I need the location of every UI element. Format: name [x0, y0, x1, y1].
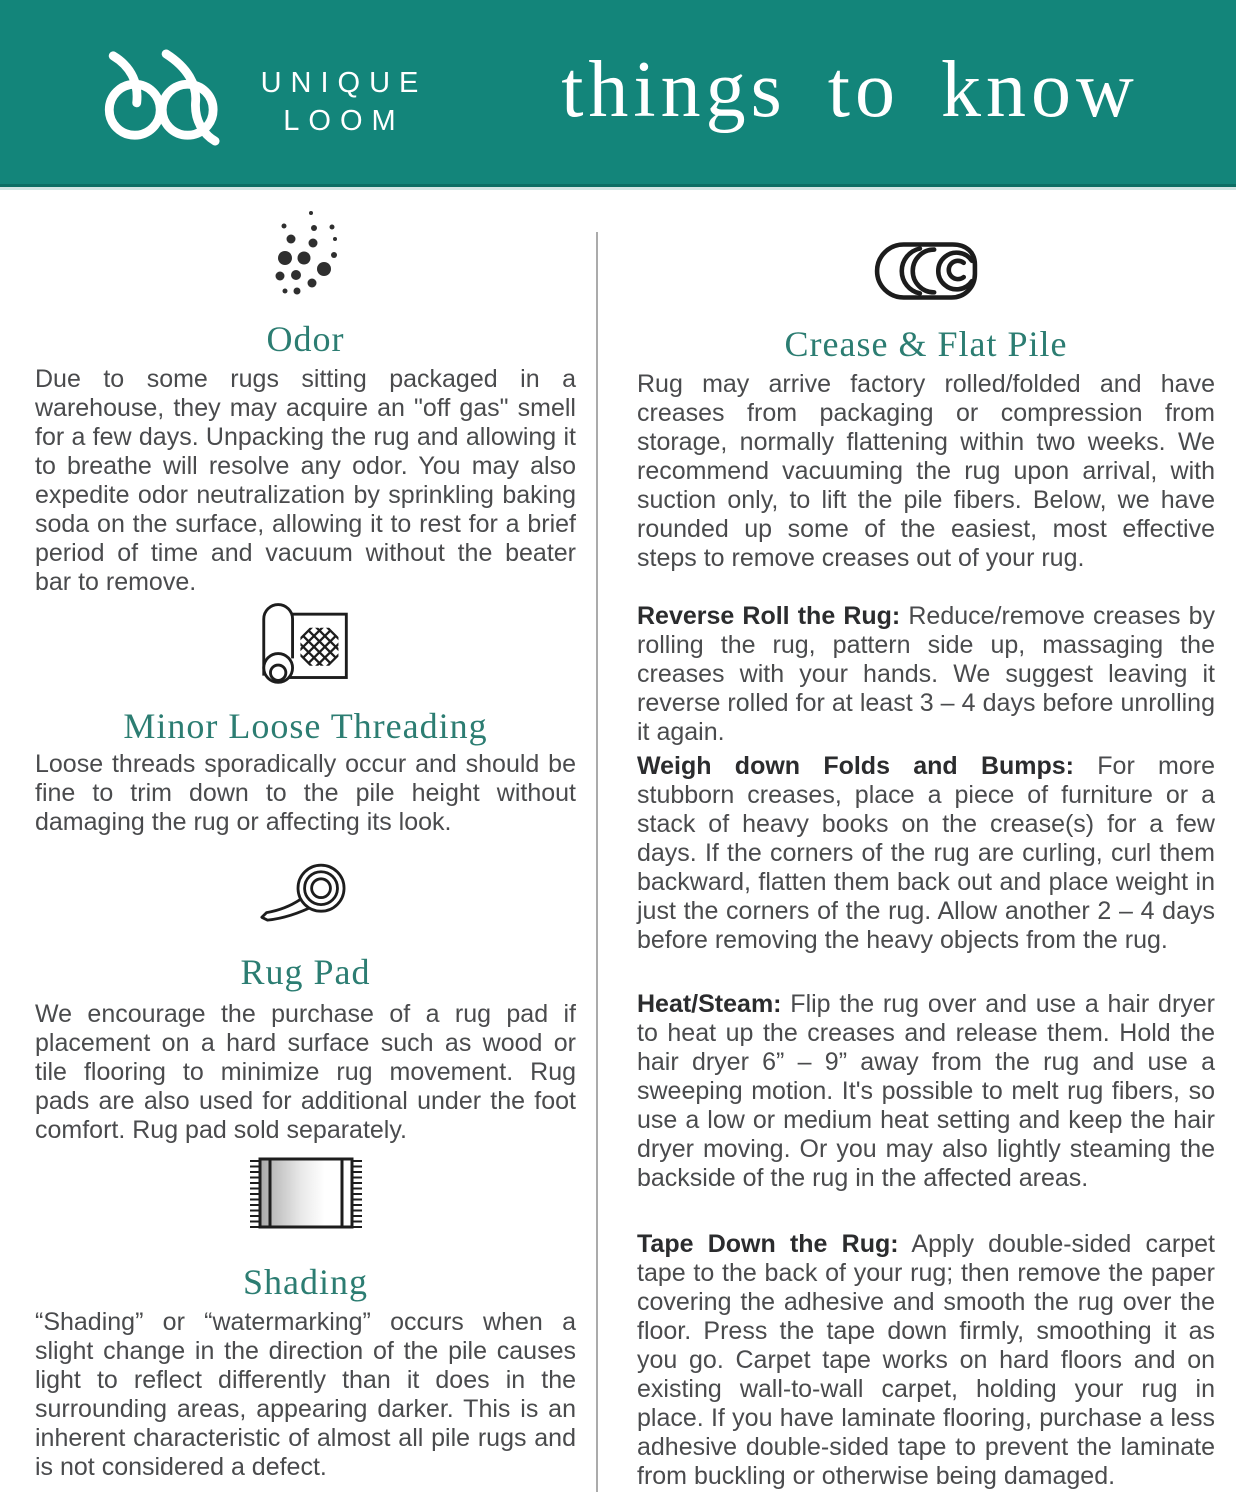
unique-loom-logo-icon [97, 48, 245, 146]
heat-steam-tip [637, 990, 1215, 1193]
crease-flat-pile-heading: Crease & Flat Pile [784, 324, 1068, 364]
tape-down-body: Apply double-sided carpet tape to the back of your rug; then remove the paper covering the adhesive and smooth the rug over the floor. Press the tape down firmly, smoothing it as you go. Carpet tape works on hard floors and on existing wall-to-wall carpet, holding your rug in place. If you have laminate flooring, purchase a less adhesive double-sided tape to prevent the laminate from buckling or otherwise being damaged. [637, 1230, 1215, 1490]
odor-particles-icon [35, 203, 576, 303]
shaded-rug-icon [35, 1154, 576, 1230]
brand-line1: UNIQUE [260, 67, 428, 99]
page-title: things to know [561, 46, 1139, 134]
minor-loose-threading-section [35, 598, 576, 837]
minor-loose-threading-body: Loose threads sporadically occur and should be fine to trim down to the pile height without damaging the rug or affecting its look. [35, 750, 576, 836]
reverse-roll-body: Reduce/remove creases by rolling the rug, pattern side up, massaging the creases with your hands. We suggest leaving it reverse rolled for at least 3 – 4 days before unrolling it again. [637, 602, 1216, 746]
reverse-roll-tip [637, 602, 1215, 747]
shading-body: “Shading” or “watermarking” occurs when a slight change in the direction of the pile causes light to reflect differently than it does in the surrounding areas, appearing darker. This is an inherent characteristic of almost all pile rugs and is not considered a defect. [35, 1308, 576, 1481]
minor-loose-threading-heading: Minor Loose Threading [123, 706, 488, 746]
rolled-rug-icon [637, 238, 1215, 304]
rug-pad-body: We encourage the purchase of a rug pad if placement on a hard surface such as wood or tile flooring to minimize rug movement. Rug pads are also used for additional under the foot comfort. Rug pad sold separately. [35, 1000, 576, 1144]
rug-pad-section [35, 860, 576, 1145]
weigh-down-tip [637, 752, 1215, 955]
heat-steam-label: Heat/Steam: [637, 990, 782, 1018]
crease-flat-pile-intro: Rug may arrive factory rolled/folded and have creases from packaging or compression from storage, normally flattening within two weeks. We recommend vacuuming the rug upon arrival, with suction only, to lift the pile fibers. Below, we have rounded up some of the easiest, most effective steps to remove creases out of your rug. [637, 370, 1215, 572]
brand-wordmark [246, 64, 442, 140]
odor-section [35, 203, 576, 597]
heat-steam-body: Flip the rug over and use a hair dryer to heat up the creases and release them. Hold the hair dryer 6” – 9” away from the rug and use a sweeping motion. It's possible to melt rug fibers, so use a low or medium heat setting and keep the hair dryer moving. Or you may also lightly steaming the backside of the rug in the affected areas. [637, 990, 1215, 1192]
shading-heading: Shading [242, 1262, 368, 1302]
odor-heading: Odor [266, 319, 345, 359]
tape-down-label: Tape Down the Rug: [637, 1230, 899, 1258]
shading-section [35, 1154, 576, 1482]
rug-pad-heading: Rug Pad [240, 952, 371, 992]
column-divider [596, 232, 598, 1492]
brand-line2: LOOM [283, 105, 405, 137]
reverse-roll-label: Reverse Roll the Rug: [637, 602, 901, 630]
rug-pad-roll-icon [35, 860, 576, 922]
weigh-down-body: For more stubborn creases, place a piece of furniture or a stack of heavy books on the crease(s) for a few days. If the corners of the rug are curling, curl them backward, flatten them back out and place weight in just the corners of the rug. Allow another 2 – 4 days before removing the heavy objects from the rug. [637, 752, 1216, 954]
weigh-down-label: Weigh down Folds and Bumps: [637, 752, 1075, 780]
partially-unrolled-rug-icon [35, 598, 576, 686]
crease-flat-pile-section [637, 238, 1215, 573]
tape-down-tip [637, 1230, 1215, 1491]
odor-body: Due to some rugs sitting packaged in a warehouse, they may acquire an "off gas" smell for a few days. Unpacking the rug and allowing it to breathe will resolve any odor. You may also expedite odor neutralization by sprinkling baking soda on the surface, allowing it to rest for a brief period of time and vacuum without the beater bar to remove. [35, 365, 576, 596]
header-banner [0, 0, 1236, 187]
